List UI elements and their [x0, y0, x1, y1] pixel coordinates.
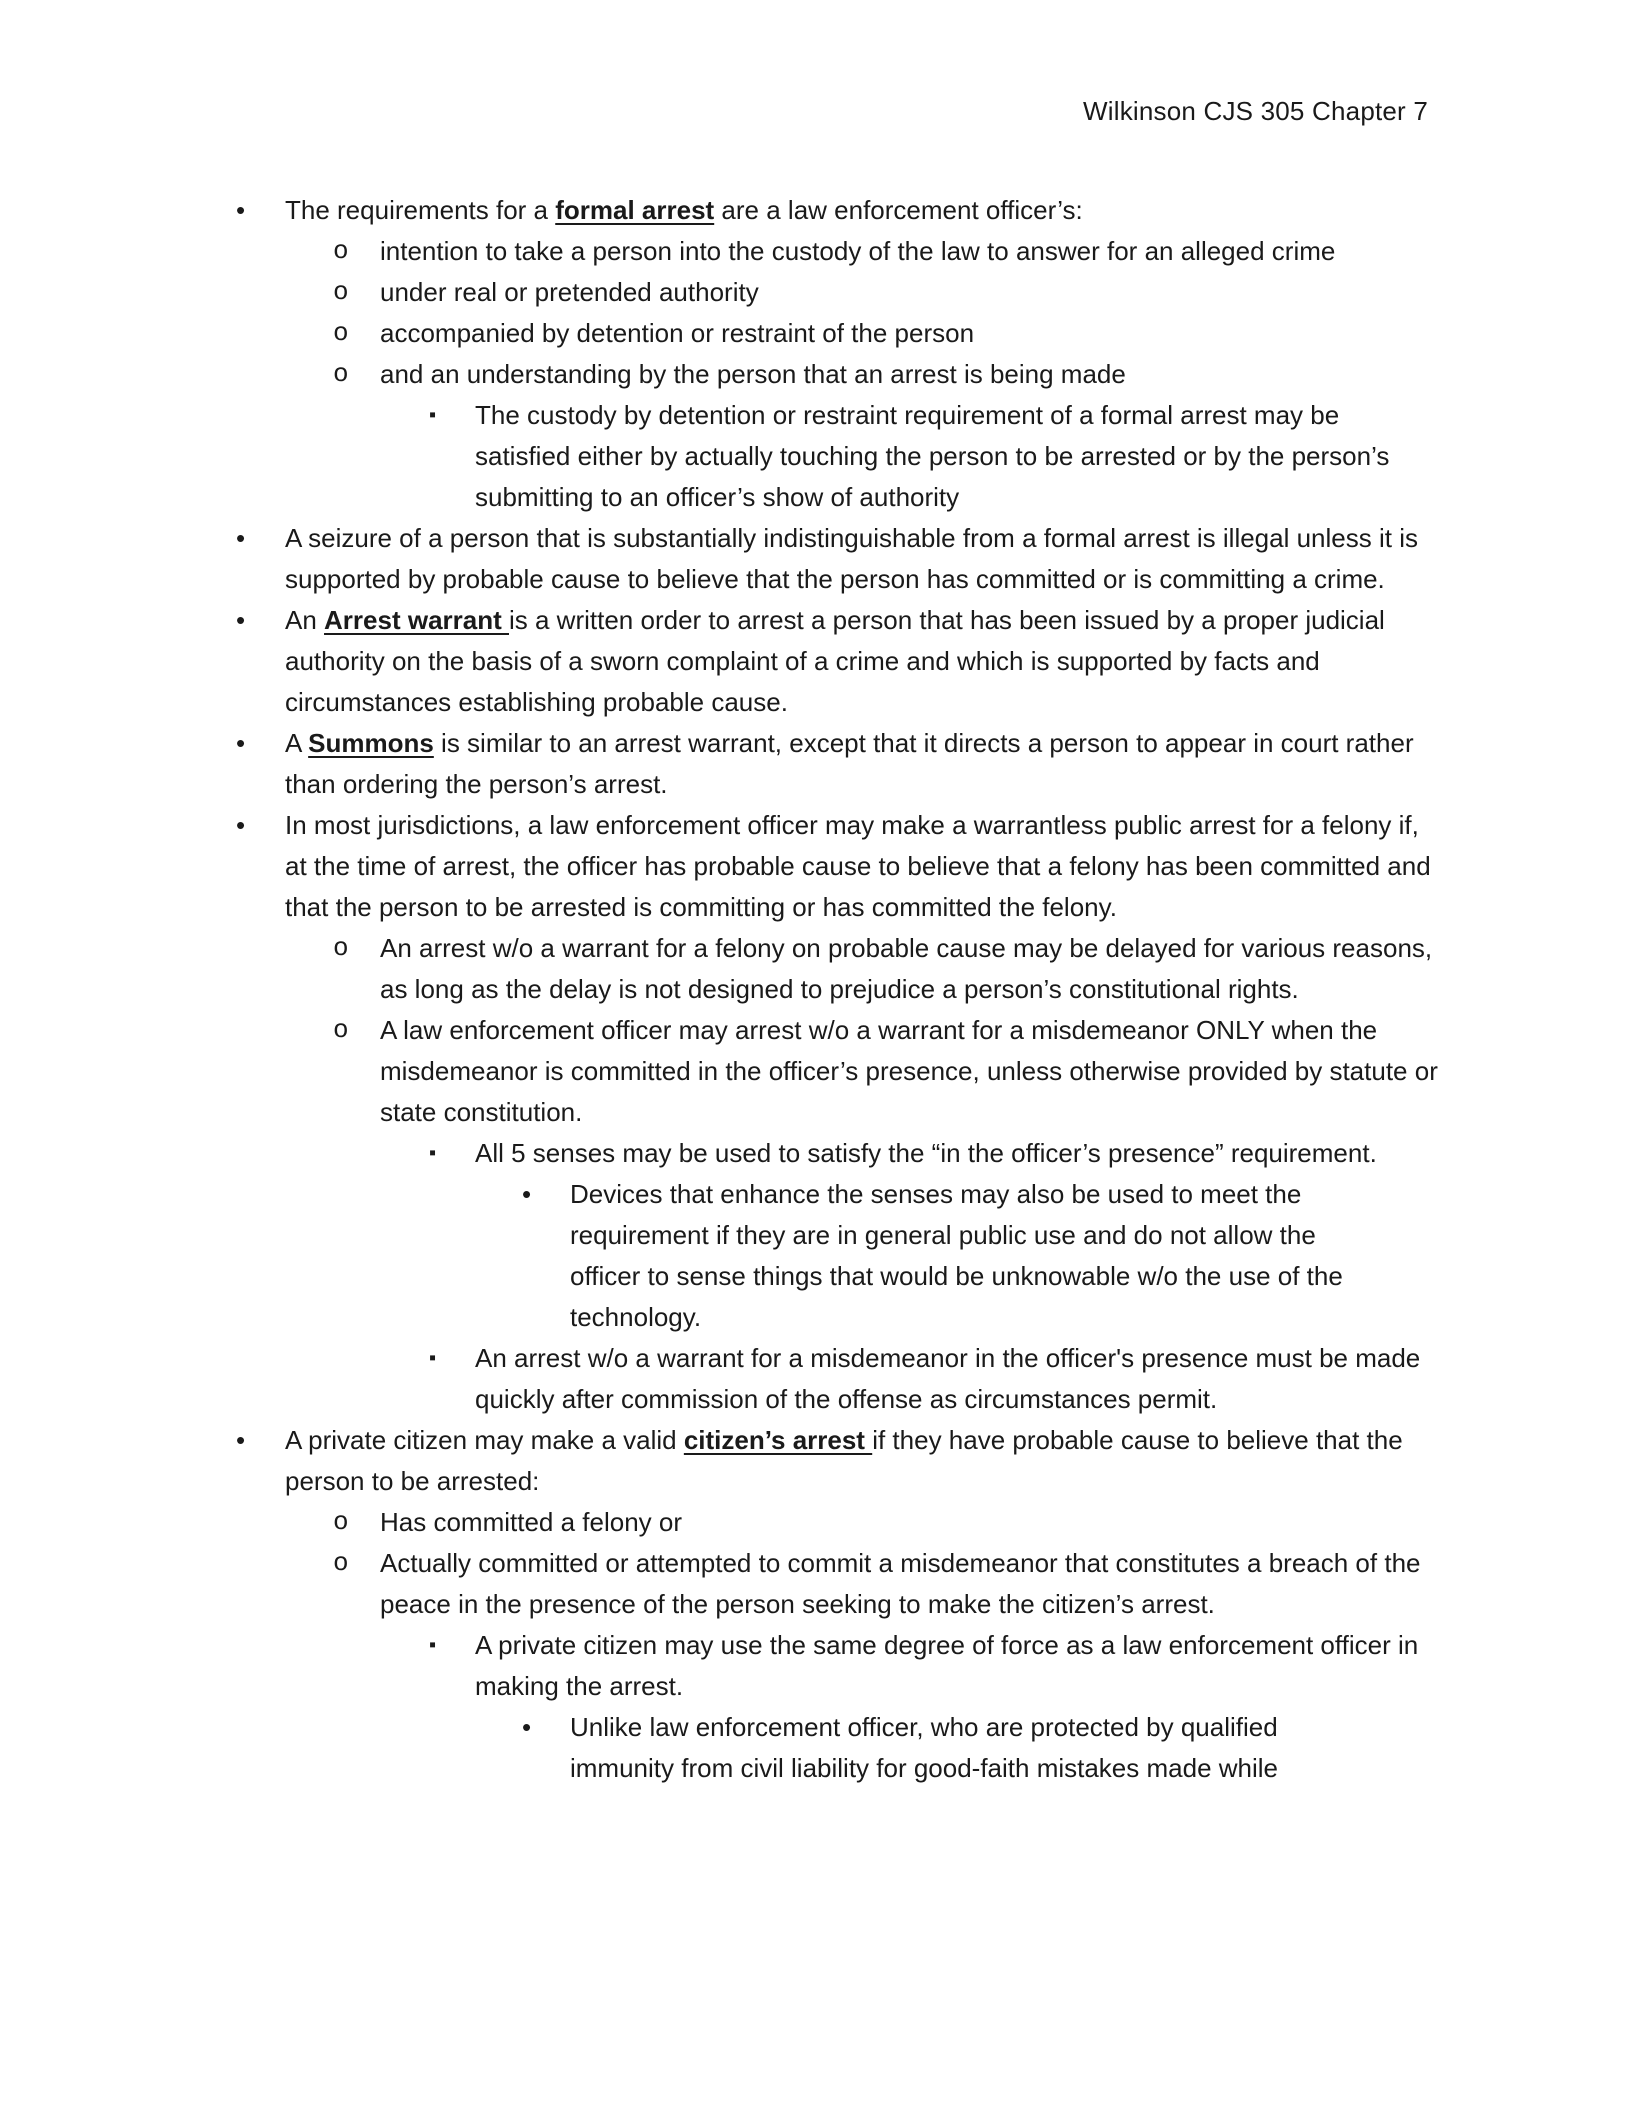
bullet-arrest-warrant [0, 600, 1440, 723]
sub-bullet-misdemeanor [0, 1010, 1440, 1133]
sub-bullet-marker: o [333, 277, 349, 307]
item-text-pre: A private citizen may make a valid [285, 1425, 684, 1455]
deep-bullet-marker: • [522, 1179, 532, 1209]
item-text: The custody by detention or restraint requirement of a formal arrest may be satisfied either by actually touching the person to be arrested or by the person’s submitting to an officer’s show of authority [475, 400, 1390, 512]
bullet-warrantless-arrest [0, 805, 1440, 928]
square-bullet-marker: ▪ [429, 404, 437, 426]
sub-bullet-understanding [0, 354, 1440, 395]
bullet-formal-arrest [0, 190, 1440, 231]
bullet-summons [0, 723, 1440, 805]
term-arrest-warrant: Arrest warrant [324, 605, 509, 635]
item-text-post: is a written order to arrest a person that has been issued by a proper judicial authority on the basis of a sworn complaint of a crime and which is supported by facts and circumstances establishing probable cause. [285, 605, 1385, 717]
item-text: A private citizen may use the same degree of force as a law enforcement officer in making the arrest. [475, 1630, 1419, 1701]
sub-bullet-intention [0, 231, 1440, 272]
sub-bullet-detention [0, 313, 1440, 354]
term-formal-arrest: formal arrest [555, 195, 715, 225]
item-text: under real or pretended authority [380, 277, 759, 307]
sub-bullet-marker: o [333, 359, 349, 389]
item-text: Actually committed or attempted to commit a misdemeanor that constitutes a breach of the peace in the presence of the person seeking to make the citizen’s arrest. [380, 1548, 1421, 1619]
bullet-marker: • [236, 195, 246, 225]
item-text: intention to take a person into the custody of the law to answer for an alleged crime [380, 236, 1336, 266]
sub-bullet-marker: o [333, 1548, 349, 1578]
sub-bullet-breach-of-peace [0, 1543, 1440, 1625]
square-bullet-marker: ▪ [429, 1142, 437, 1164]
item-text: accompanied by detention or restraint of the person [380, 318, 975, 348]
item-text: All 5 senses may be used to satisfy the “in the officer’s presence” requirement. [475, 1138, 1377, 1168]
item-text-pre: A [285, 728, 309, 758]
item-text: An arrest w/o a warrant for a misdemeanor in the officer's presence must be made quickly after commission of the offense as circumstances permit. [475, 1343, 1421, 1414]
bullet-marker: • [236, 728, 246, 758]
deep-bullet-qualified-immunity [0, 1707, 1375, 1789]
sub-bullet-marker: o [333, 1015, 349, 1045]
square-bullet-marker: ▪ [429, 1347, 437, 1369]
item-text: A law enforcement officer may arrest w/o a warrant for a misdemeanor ONLY when the misdemeanor is committed in the officer’s presence, unless otherwise provided by statute or state constitution. [380, 1015, 1438, 1127]
square-bullet-five-senses [0, 1133, 1440, 1174]
sub-bullet-felony-delay [0, 928, 1440, 1010]
item-text-post: are a law enforcement officer’s: [714, 195, 1083, 225]
item-text: and an understanding by the person that an arrest is being made [380, 359, 1126, 389]
bullet-seizure [0, 518, 1440, 600]
item-text: An arrest w/o a warrant for a felony on probable cause may be delayed for various reasons, as long as the delay is not designed to prejudice a person’s constitutional rights. [380, 933, 1433, 1004]
item-text-pre: An [285, 605, 325, 635]
bullet-marker: • [236, 810, 246, 840]
bullet-marker: • [236, 605, 246, 635]
deep-bullet-marker: • [522, 1712, 532, 1742]
term-summons: Summons [308, 728, 434, 758]
notes-list [0, 190, 1640, 1789]
item-text: In most jurisdictions, a law enforcement officer may make a warrantless public arrest for a felony if, at the time of arrest, the officer has probable cause to believe that a felony has been committed and that the person to be arrested is committing or has committed the felony. [285, 810, 1431, 922]
item-text-post: is similar to an arrest warrant, except that it directs a person to appear in court rather than ordering the person’s arrest. [285, 728, 1414, 799]
sub-bullet-authority [0, 272, 1440, 313]
square-bullet-marker: ▪ [429, 1634, 437, 1656]
square-bullet-degree-of-force [0, 1625, 1440, 1707]
item-text: A seizure of a person that is substantially indistinguishable from a formal arrest is illegal unless it is supported by probable cause to believe that the person has committed or is committing a crime. [285, 523, 1418, 594]
item-text-post: if they have probable cause to believe that the person to be arrested: [285, 1425, 1403, 1496]
deep-bullet-devices [0, 1174, 1375, 1338]
item-text: Devices that enhance the senses may also be used to meet the requirement if they are in general public use and do not allow the officer to sense things that would be unknowable w/o the use of the technology. [570, 1179, 1343, 1332]
sub-bullet-marker: o [333, 933, 349, 963]
item-text: Unlike law enforcement officer, who are protected by qualified immunity from civil liability for good-faith mistakes made while [570, 1712, 1279, 1783]
sub-bullet-marker: o [333, 1507, 349, 1537]
term-citizens-arrest: citizen’s arrest [683, 1425, 873, 1455]
sub-bullet-felony [0, 1502, 1440, 1543]
item-text-pre: The requirements for a [285, 195, 556, 225]
page-header: Wilkinson CJS 305 Chapter 7 [1083, 96, 1428, 126]
sub-bullet-marker: o [333, 318, 349, 348]
square-bullet-custody [0, 395, 1440, 518]
item-text: Has committed a felony or [380, 1507, 683, 1537]
square-bullet-quickly [0, 1338, 1440, 1420]
bullet-marker: • [236, 1425, 246, 1455]
sub-bullet-marker: o [333, 236, 349, 266]
bullet-citizens-arrest [0, 1420, 1440, 1502]
bullet-marker: • [236, 523, 246, 553]
